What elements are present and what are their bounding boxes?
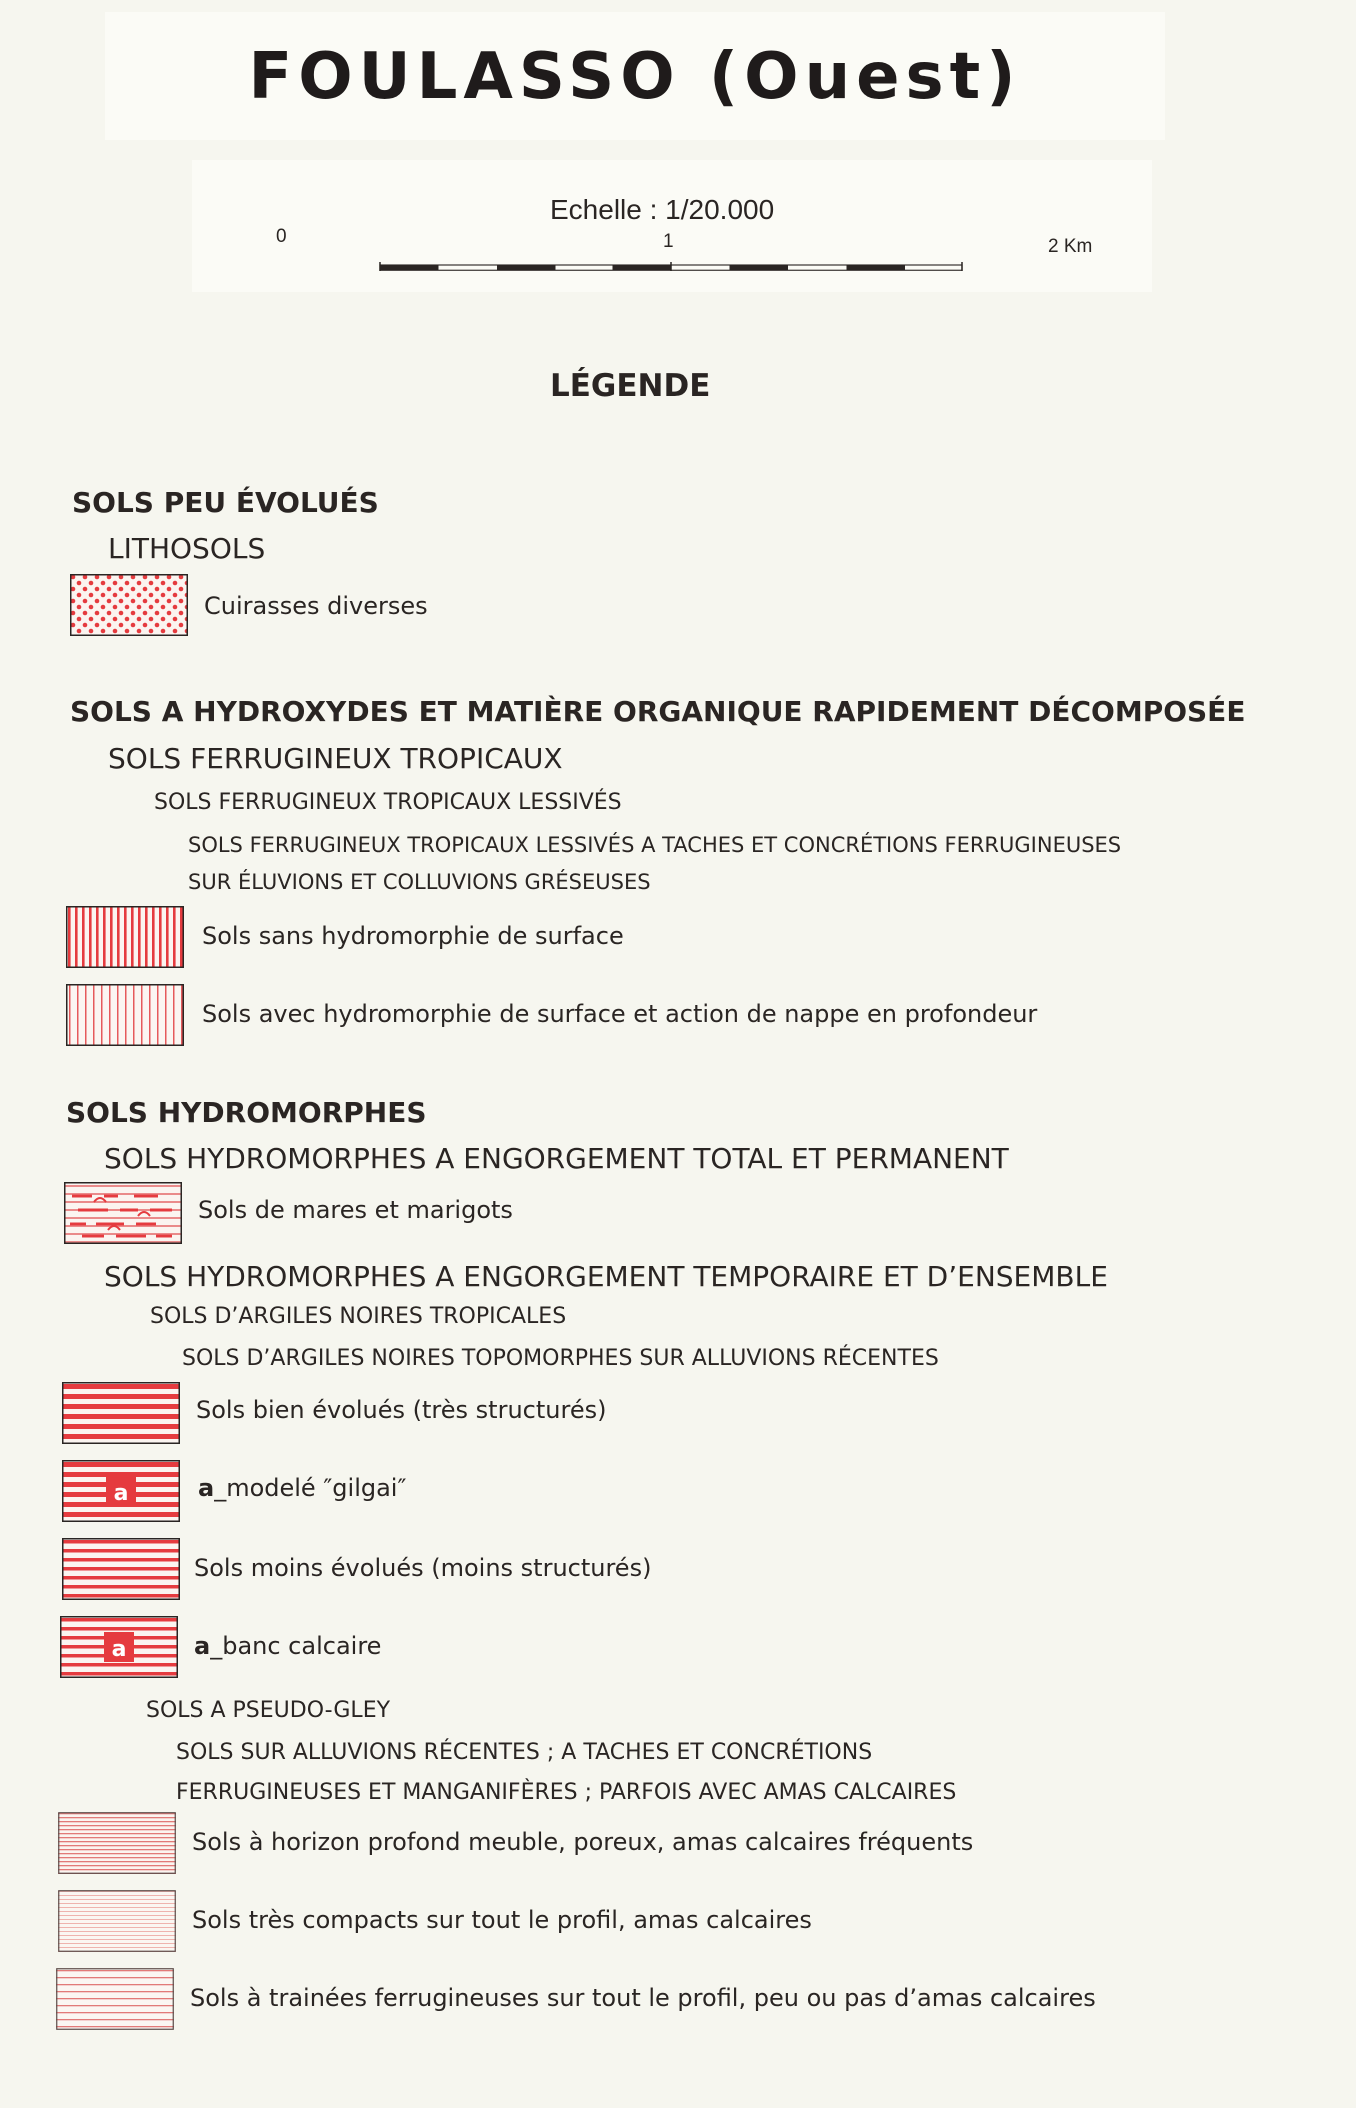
label-cuirasses: Cuirasses diverses	[204, 592, 428, 620]
label-gilgai	[198, 1474, 406, 1502]
subheading-eluvions: SUR ÉLUVIONS ET COLLUVIONS GRÉSEUSES	[188, 870, 651, 894]
subheading-alluvions-recentes: SOLS SUR ALLUVIONS RÉCENTES ; A TACHES ET CONCRÉTIONS	[176, 1740, 873, 1765]
label-gilgai-prefix: a	[198, 1474, 215, 1502]
scale-tick-0: 0	[276, 226, 287, 247]
heading-sols-hydroxydes: SOLS A HYDROXYDES ET MATIÈRE ORGANIQUE RAPIDEMENT DÉCOMPOSÉE	[70, 695, 1246, 728]
swatch-vertical-sparse	[66, 984, 184, 1046]
swatch-fine-lines-dense	[58, 1812, 176, 1874]
map-title: FOULASSO (Ouest)	[248, 40, 1022, 114]
scale-tick-2: 2 Km	[1048, 236, 1093, 257]
subheading-ferrugineux-lessives: SOLS FERRUGINEUX TROPICAUX LESSIVÉS	[154, 790, 622, 815]
swatch-letter-a-1: a	[113, 1481, 129, 1506]
label-bien-evolues: Sols bien évolués (très structurés)	[196, 1396, 607, 1424]
subheading-engorgement-temporaire: SOLS HYDROMORPHES A ENGORGEMENT TEMPORAIRE ET D’ENSEMBLE	[104, 1260, 1108, 1293]
subheading-argiles-topomorphes: SOLS D’ARGILES NOIRES TOPOMORPHES SUR ALLUVIONS RÉCENTES	[182, 1346, 939, 1371]
legend-title: LÉGENDE	[550, 368, 711, 404]
label-mares-marigots: Sols de mares et marigots	[198, 1196, 513, 1224]
subheading-ferrugineux-tropicaux: SOLS FERRUGINEUX TROPICAUX	[108, 742, 563, 775]
swatch-dots	[70, 574, 188, 636]
swatch-vertical-dense	[66, 906, 184, 968]
subheading-taches-concretions: SOLS FERRUGINEUX TROPICAUX LESSIVÉS A TACHES ET CONCRÉTIONS FERRUGINEUSES	[188, 833, 1122, 857]
label-trainees: Sols à trainées ferrugineuses sur tout le profil, peu ou pas d’amas calcaires	[190, 1984, 1096, 2012]
label-moins-evolues: Sols moins évolués (moins structurés)	[194, 1554, 652, 1582]
heading-sols-hydromorphes: SOLS HYDROMORPHES	[66, 1096, 427, 1129]
label-banc-text: _banc calcaire	[210, 1632, 382, 1660]
swatch-horizontal-thick	[62, 1382, 180, 1444]
scale-tick-1: 1	[663, 231, 674, 252]
swatch-fine-lines-sparse	[56, 1968, 174, 2030]
swatch-letter-a-2: a	[111, 1637, 127, 1662]
subheading-lithosols: LITHOSOLS	[108, 532, 266, 565]
label-avec-hydromorphie: Sols avec hydromorphie de surface et action de nappe en profondeur	[202, 1000, 1038, 1028]
label-sans-hydromorphie: Sols sans hydromorphie de surface	[202, 922, 624, 950]
label-gilgai-text: _modelé ″gilgai″	[214, 1474, 407, 1502]
subheading-argiles-noires: SOLS D’ARGILES NOIRES TROPICALES	[150, 1304, 567, 1329]
swatch-horizontal-medium-a	[60, 1616, 178, 1678]
swatch-marsh	[64, 1182, 182, 1244]
swatch-fine-lines-faint	[58, 1890, 176, 1952]
subheading-engorgement-total: SOLS HYDROMORPHES A ENGORGEMENT TOTAL ET PERMANENT	[104, 1142, 1009, 1175]
swatch-horizontal-medium	[62, 1538, 180, 1600]
label-horizon-profond: Sols à horizon profond meuble, poreux, amas calcaires fréquents	[192, 1828, 974, 1856]
label-tres-compacts: Sols très compacts sur tout le profil, amas calcaires	[192, 1906, 812, 1934]
label-banc-calcaire	[194, 1632, 381, 1660]
scale-label: Echelle : 1/20.000	[550, 194, 775, 225]
subheading-pseudo-gley: SOLS A PSEUDO-GLEY	[146, 1698, 391, 1723]
swatch-horizontal-thick-a	[62, 1460, 180, 1522]
heading-sols-peu-evolues: SOLS PEU ÉVOLUÉS	[72, 486, 379, 519]
subheading-manganiferes: FERRUGINEUSES ET MANGANIFÈRES ; PARFOIS AVEC AMAS CALCAIRES	[176, 1780, 957, 1805]
scale-bar	[282, 262, 1060, 274]
label-banc-prefix: a	[194, 1632, 211, 1660]
